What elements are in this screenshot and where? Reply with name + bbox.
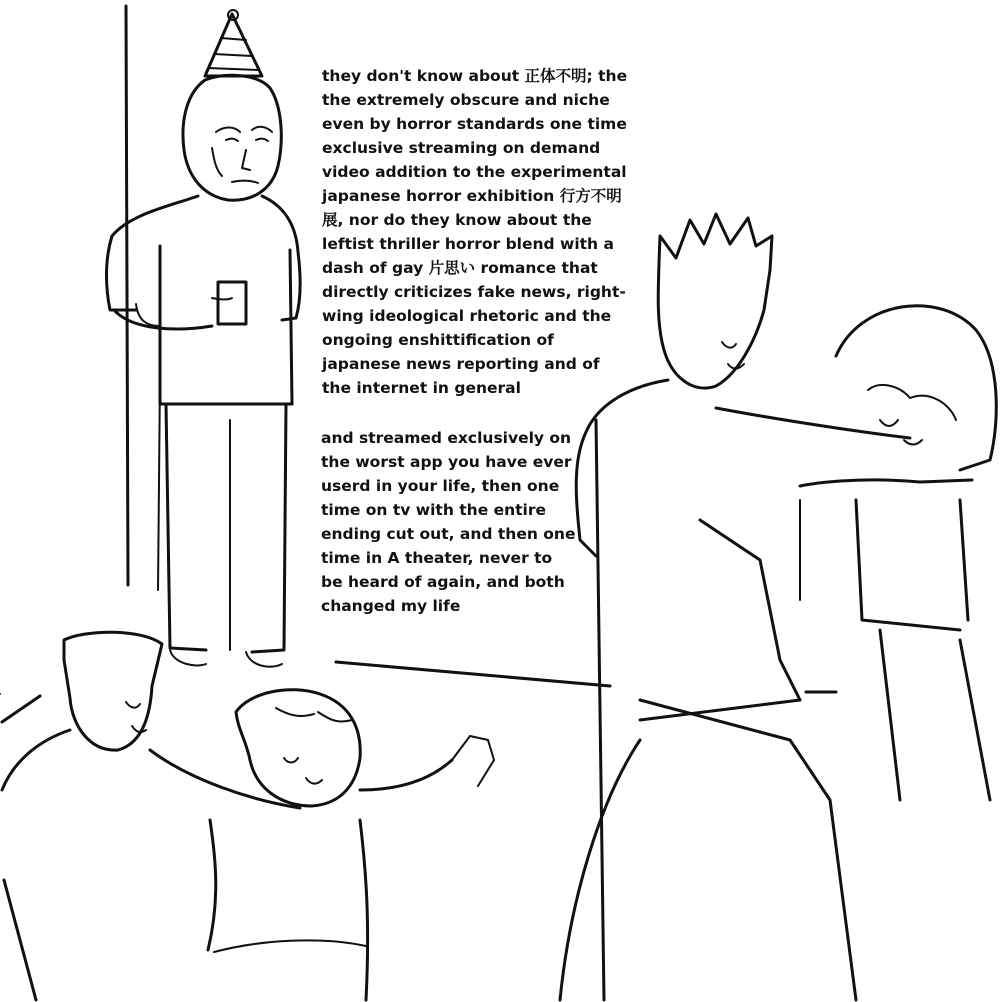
caption-line: the extremely obscure and niche bbox=[322, 91, 610, 109]
caption-line: be heard of again, and both bbox=[321, 573, 565, 591]
caption-line: and streamed exclusively on bbox=[321, 429, 572, 447]
caption-line: time on tv with the entire bbox=[321, 501, 547, 519]
caption-line: wing ideological rhetoric and the bbox=[322, 307, 612, 325]
caption-line: the worst app you have ever bbox=[321, 453, 572, 471]
caption-block-1 bbox=[322, 64, 627, 400]
caption-line: dash of gay 片思い romance that bbox=[322, 259, 598, 277]
caption-line: the internet in general bbox=[322, 379, 521, 397]
caption-line: ongoing enshittification of bbox=[322, 331, 554, 349]
party-hat bbox=[205, 10, 262, 76]
caption-line: userd in your life, then one bbox=[321, 477, 560, 495]
caption-line: leftist thriller horror blend with a bbox=[322, 235, 614, 253]
dancing-couple-left bbox=[2, 632, 494, 1000]
caption-line: 展, nor do they know about the bbox=[322, 211, 592, 229]
caption-line: japanese news reporting and of bbox=[322, 355, 600, 373]
caption-line: exclusive streaming on demand bbox=[322, 139, 601, 157]
caption-line: video addition to the experimental bbox=[322, 163, 627, 181]
lonely-wojak-figure bbox=[107, 10, 301, 667]
caption-line: they don't know about 正体不明; the bbox=[322, 67, 628, 85]
caption-line: japanese horror exhibition 行方不明 bbox=[322, 187, 622, 205]
caption-line: ending cut out, and then one bbox=[321, 525, 576, 543]
caption-line: directly criticizes fake news, right- bbox=[322, 283, 626, 301]
caption-line: even by horror standards one time bbox=[322, 115, 627, 133]
caption-line: time in A theater, never to bbox=[321, 549, 553, 567]
wojak-head bbox=[183, 75, 281, 200]
wojak-body bbox=[107, 196, 301, 667]
caption-block-2 bbox=[321, 426, 575, 618]
caption-line: changed my life bbox=[321, 597, 461, 615]
drink-cup bbox=[212, 282, 246, 324]
